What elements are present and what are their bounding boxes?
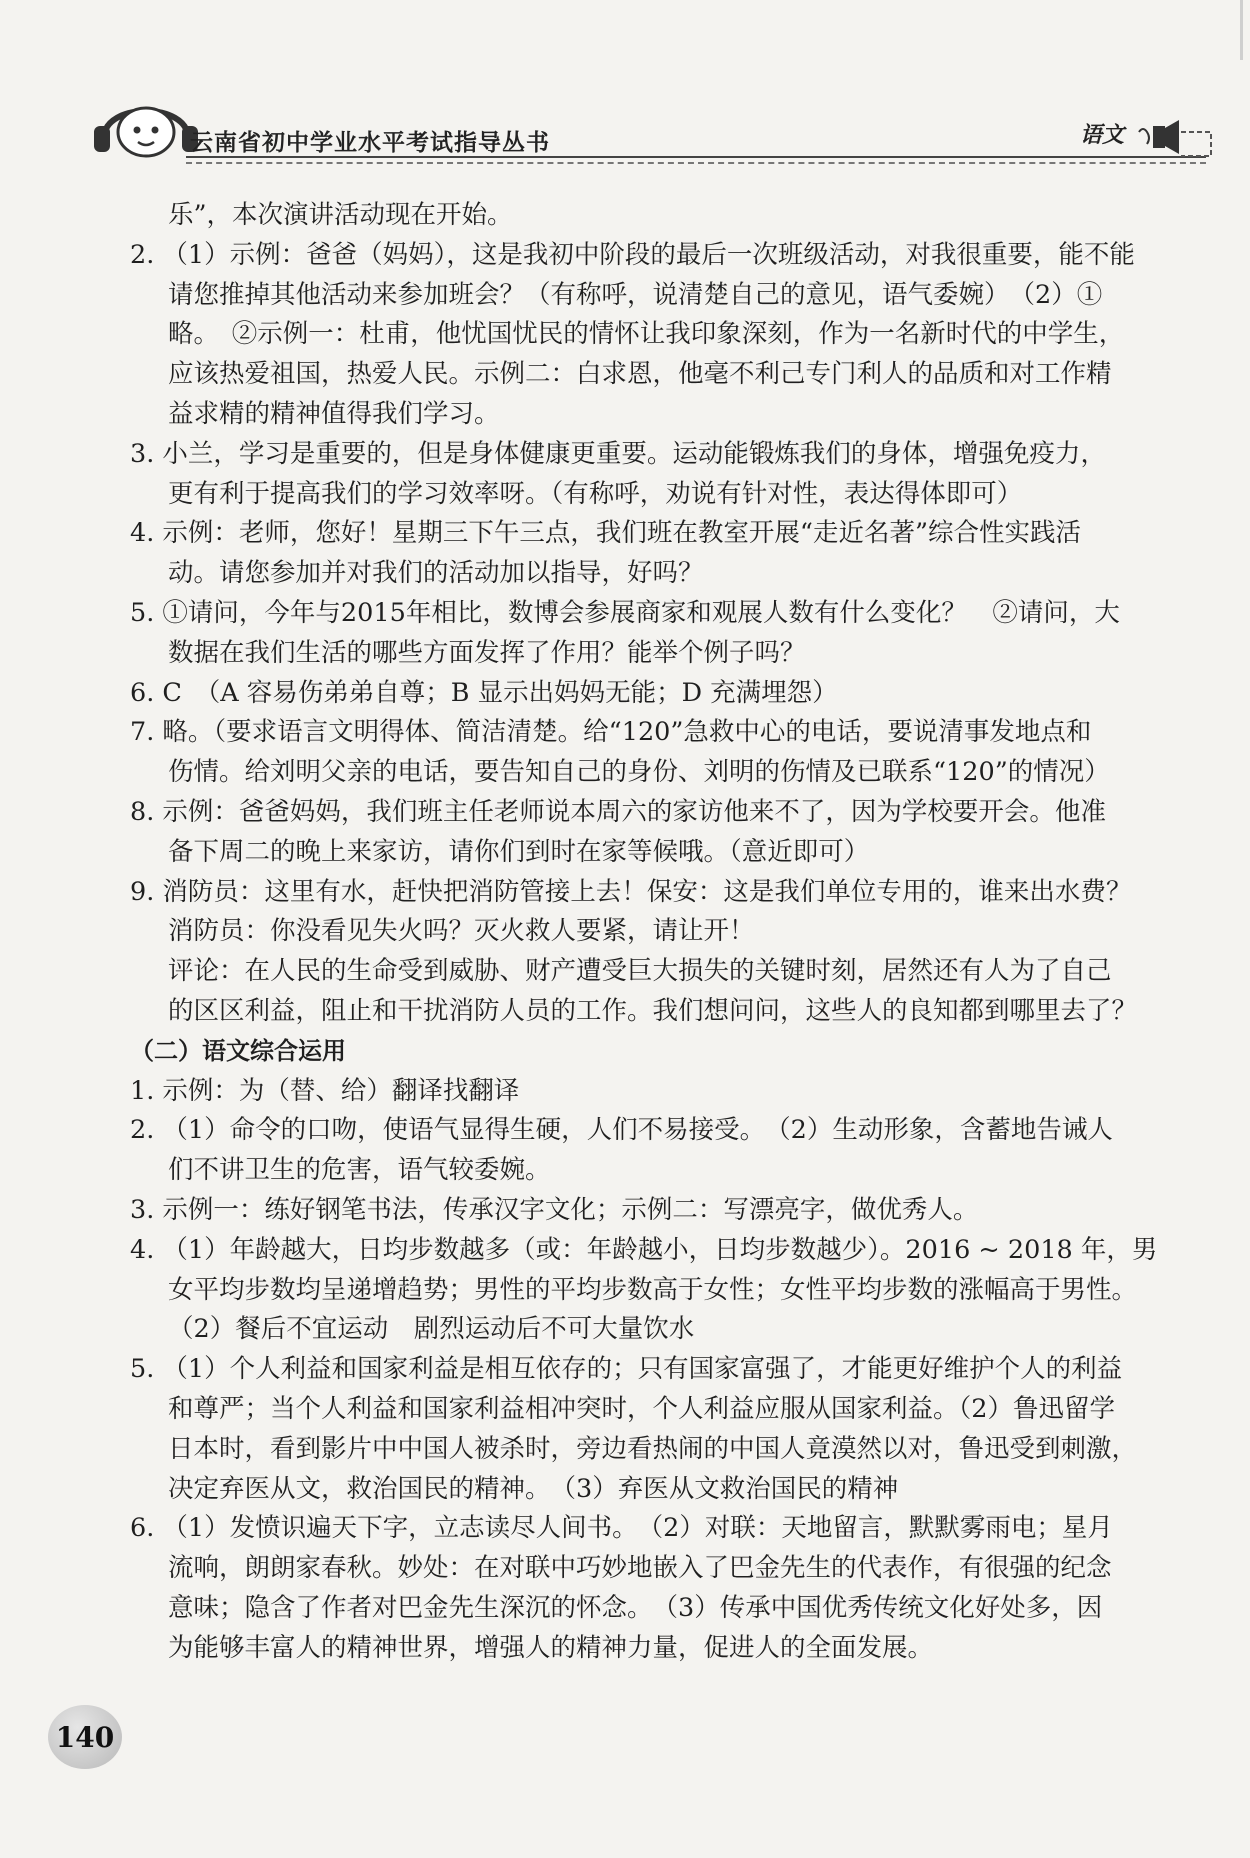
page-edge-mark [1240,0,1243,60]
page-number: 140 [48,1705,122,1769]
text-line: 意味；隐含了作者对巴金先生深沉的怀念。 （3）传承中国优秀传统文化好处多，因 [168,1592,1103,1623]
text-line: 8. 示例：爸爸妈妈，我们班主任老师说本周六的家访他来不了，因为学校要开会。他准 [130,796,1106,827]
speaker-icon [1135,110,1215,162]
text-line: 们不讲卫生的危害，语气较委婉。 [168,1155,551,1186]
text-line: 应该热爱祖国，热爱人民。示例二：白求恩，他毫不利己专门利人的品质和对工作精 [168,359,1112,390]
text-line: 9. 消防员：这里有水，赶快把消防管接上去！保安：这是我们单位专用的，谁来出水费？ [130,876,1132,907]
text-line: 伤情。给刘明父亲的电话，要告知自己的身份、刘明的伤情及已联系“120”的情况） [168,757,1110,788]
text-line: 和尊严；当个人利益和国家利益相冲突时，个人利益应服从国家利益。（2）鲁迅留学 [168,1393,1115,1424]
text-line: 流响，朗朗家春秋。妙处：在对联中巧妙地嵌入了巴金先生的代表作，有很强的纪念 [168,1553,1112,1584]
text-line: 2. （1）命令的口吻，使语气显得生硬，人们不易接受。 （2）生动形象，含蓄地告诫人 [130,1115,1113,1146]
text-line: （2）餐后不宜运动 剧烈运动后不可大量饮水 [168,1314,695,1345]
text-line: 的区区利益，阻止和干扰消防人员的工作。我们想问问，这些人的良知都到哪里去了？ [168,995,1138,1026]
text-line: 女平均步数均呈递增趋势；男性的平均步数高于女性；女性平均步数的涨幅高于男性。 [168,1274,1138,1305]
text-line: 7. 略。（要求语言文明得体、简洁清楚。给“120”急救中心的电话，要说清事发地点和 [130,717,1092,748]
text-line: 消防员：你没看见失火吗？灭火救人要紧，请让开！ [168,916,755,947]
answer-text-block [130,196,1200,1668]
text-line: 3. 示例一：练好钢笔书法，传承汉字文化；示例二：写漂亮字，做优秀人。 [130,1194,979,1225]
text-line: 6. C （A 容易伤弟弟自尊；B 显示出妈妈无能；D 充满埋怨） [130,677,838,708]
text-line: 益求精的精神值得我们学习。 [168,398,500,429]
text-line: 为能够丰富人的精神世界，增强人的精神力量，促进人的全面发展。 [168,1632,934,1663]
text-line: 乐”，本次演讲活动现在开始。 [168,200,513,230]
text-line: 6. （1）发愤识遍天下字，立志读尽人间书。 （2）对联：天地留言，默默雾雨电；星月 [130,1513,1113,1544]
series-title: 云南省初中学业水平考试指导丛书 [190,130,550,156]
text-line: 1. 示例：为（替、给）翻译找翻译 [130,1075,520,1106]
headphone-mascot-icon [90,92,202,160]
header-rule [186,156,1206,158]
text-line: 日本时，看到影片中中国人被杀时，旁边看热闹的中国人竟漠然以对，鲁迅受到刺激， [168,1433,1138,1464]
text-line: 动。请您参加并对我们的活动加以指导，好吗？ [168,558,704,589]
text-line: 5. ①请问，今年与2015年相比，数博会参展商家和观展人数有什么变化？ ②请问，大 [130,597,1120,628]
text-line: 数据在我们生活的哪些方面发挥了作用？能举个例子吗？ [168,637,806,668]
text-line: 更有利于提高我们的学习效率呀。（有称呼，劝说有针对性，表达得体即可） [168,478,1023,509]
text-line: 3. 小兰，学习是重要的，但是身体健康更重要。运动能锻炼我们的身体，增强免疫力， [130,438,1106,469]
text-line: 4. 示例：老师，您好！星期三下午三点，我们班在教室开展“走近名著”综合性实践活 [130,518,1082,549]
subject-label: 语文 [1080,123,1125,148]
text-line: 4. （1）年龄越大，日均步数越多（或：年龄越小，日均步数越少）。2016 ~ 2018 年，男 [130,1234,1158,1265]
text-line: 评论：在人民的生命受到威胁、财产遭受巨大损失的关键时刻，居然还有人为了自己 [168,956,1112,987]
header-dashed-rule [186,162,1206,164]
text-line: 略。 ②示例一：杜甫，他忧国忧民的情怀让我印象深刻，作为一名新时代的中学生， [168,319,1125,350]
text-line: 请您推掉其他活动来参加班会？（有称呼，说清楚自己的意见，语气委婉） （2）① [168,279,1103,310]
page-header [90,92,1215,162]
text-line: 决定弃医从文，救治国民的精神。 （3）弃医从文救治国民的精神 [168,1473,899,1504]
section-heading: （二）语文综合运用 [130,1036,346,1065]
text-line: 5. （1）个人利益和国家利益是相互依存的；只有国家富强了，才能更好维护个人的利益 [130,1354,1123,1385]
text-line: 2. （1）示例：爸爸（妈妈），这是我初中阶段的最后一次班级活动，对我很重要，能不能 [130,239,1135,270]
text-line: 备下周二的晚上来家访，请你们到时在家等候哦。（意近即可） [168,836,870,867]
